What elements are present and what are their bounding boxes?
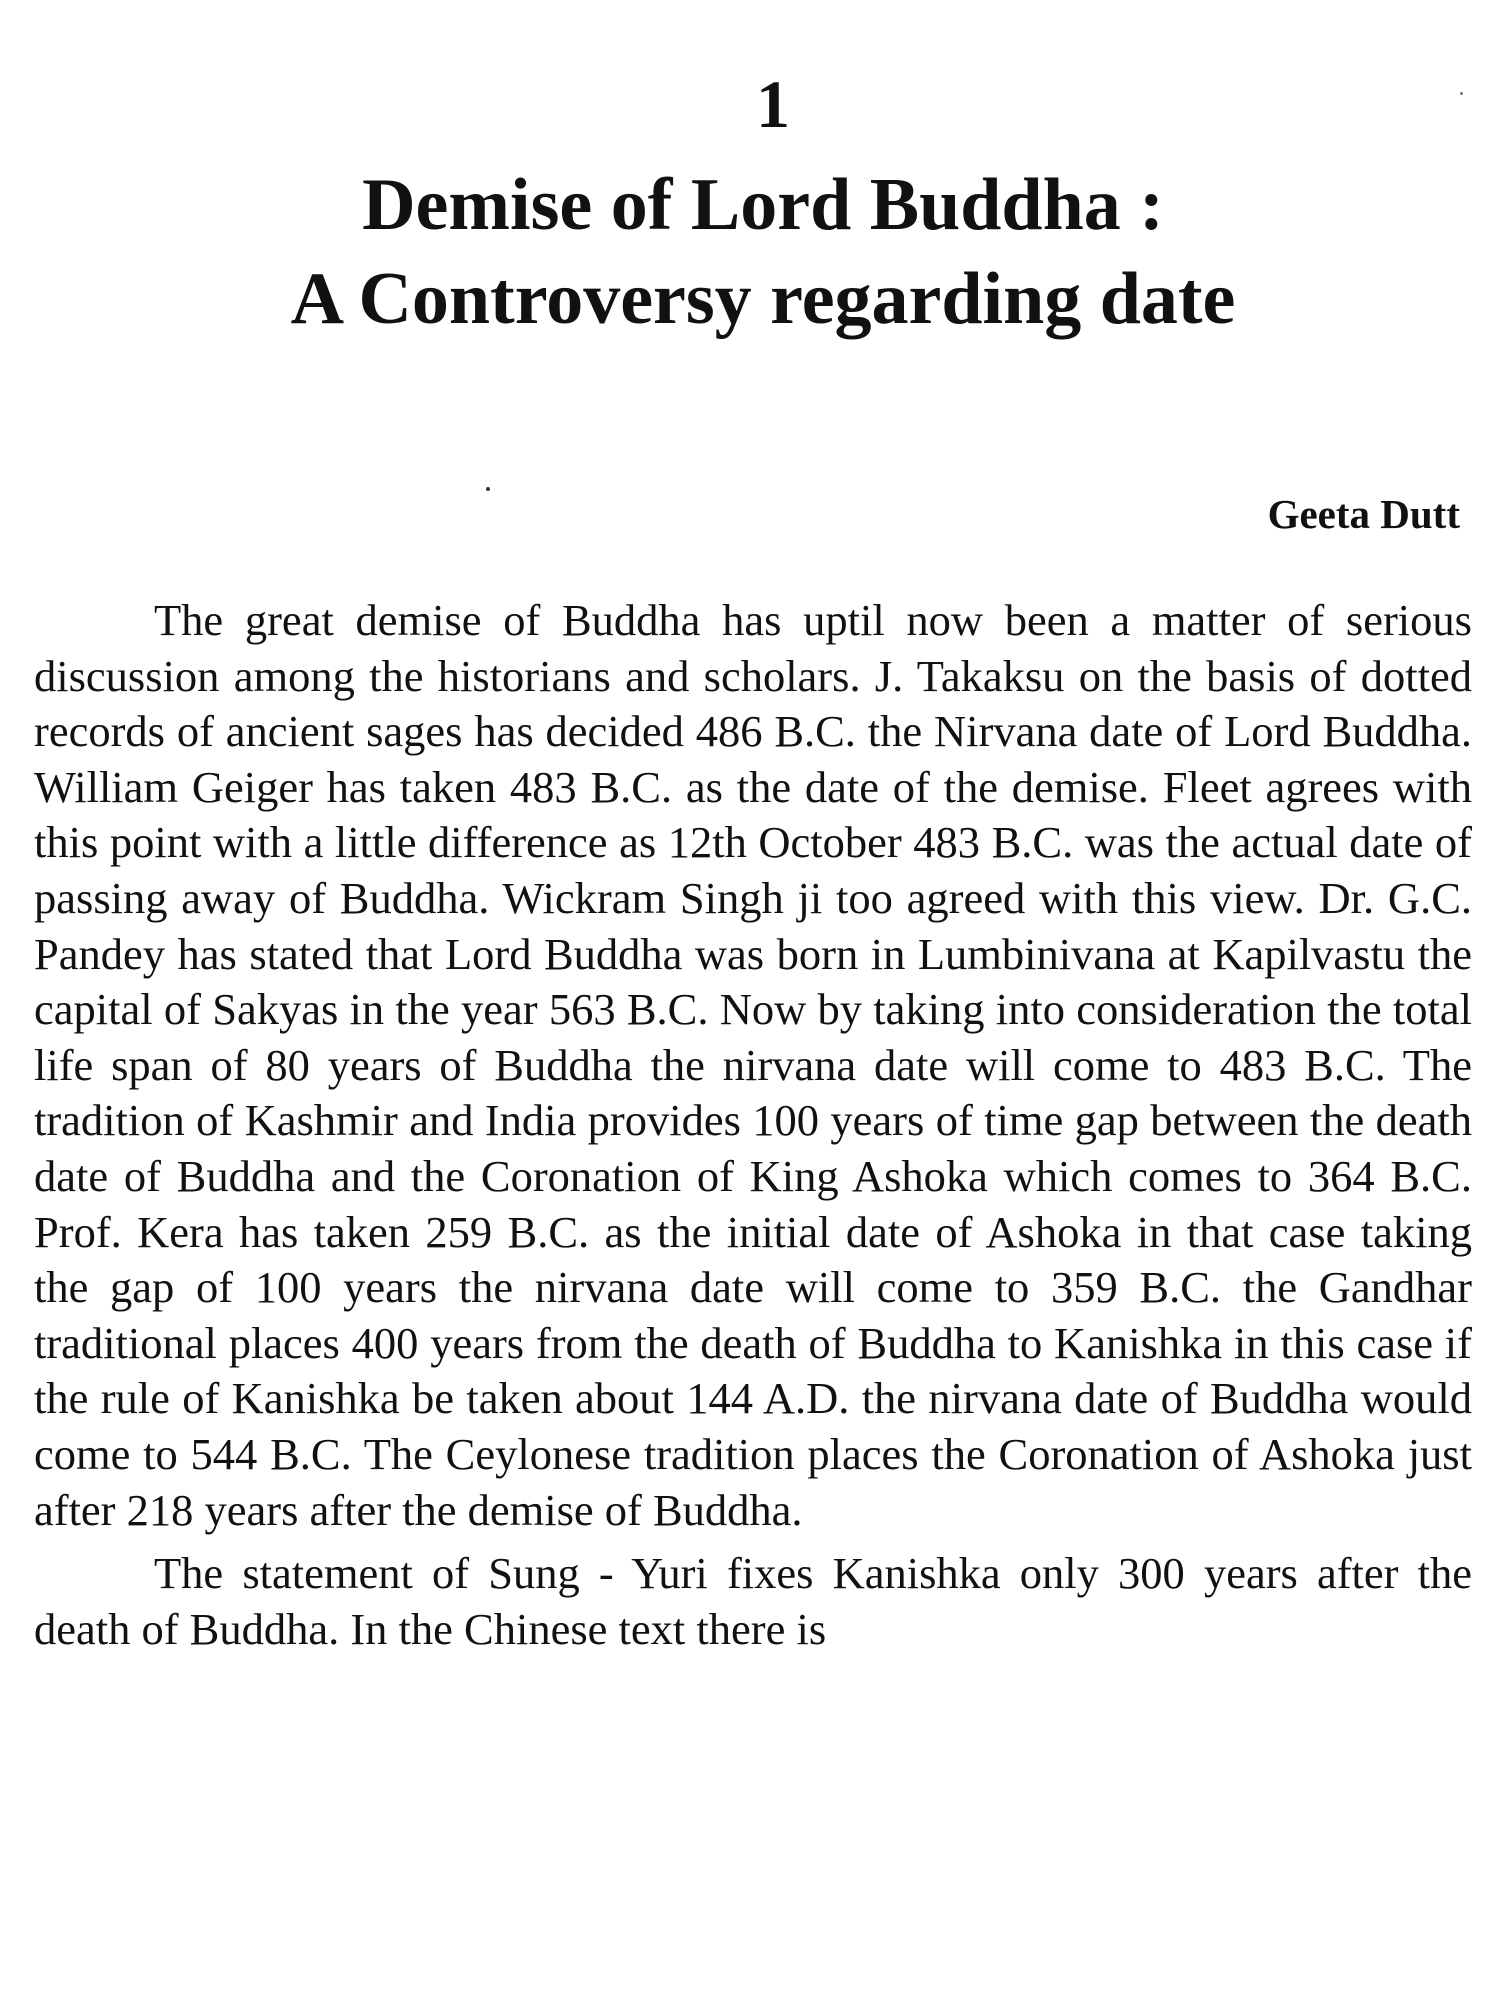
scan-speck [486,487,490,491]
author-name: Geeta Dutt [1267,491,1460,537]
chapter-title [34,158,1472,346]
chapter-title-line-1: Demise of Lord Buddha : [362,164,1164,246]
scan-speck [1460,92,1463,95]
paragraph-1: The great demise of Buddha has uptil now been a matter of serious discussion among the historians and scholars. J. Takaksu on the basis of dotted records of ancient sages has decided 486 B.C. the Nirvana date of Lord Buddha. William Geiger has taken 483 B.C. as the date of the demise. Fleet agrees with this point with a little difference as 12th October 483 B.C. was the actual date of passing away of Buddha. Wickram Singh ji too agreed with this view. Dr. G.C. Pandey has stated that Lord Buddha was born in Lumbinivana at Kapilvastu the capital of Sakyas in the year 563 B.C. Now by taking into consideration the total life span of 80 years of Buddha the nirvana date will come to 483 B.C. The tradition of Kashmir and India provides 100 years of time gap between the death date of Buddha and the Coronation of King Ashoka which comes to 364 B.C. Prof. Kera has taken 259 B.C. as the initial date of Ashoka in that case taking the gap of 100 years the nirvana date will come to 359 B.C. the Gandhar traditional places 400 years from the death of Buddha to Kanishka in this case if the rule of Kanishka be taken about 144 A.D. the nirvana date of Buddha would come to 544 B.C. The Ceylonese tradition places the Coronation of Ashoka just after 218 years after the demise of Buddha. [34,595,1472,1535]
chapter-number: 1 [756,66,790,142]
paragraph-2: The statement of Sung - Yuri fixes Kanishka only 300 years after the death of Buddha. In the Chinese text there is [34,1548,1472,1654]
body-text [34,593,1472,1657]
chapter-title-line-2: A Controversy regarding date [290,258,1236,340]
